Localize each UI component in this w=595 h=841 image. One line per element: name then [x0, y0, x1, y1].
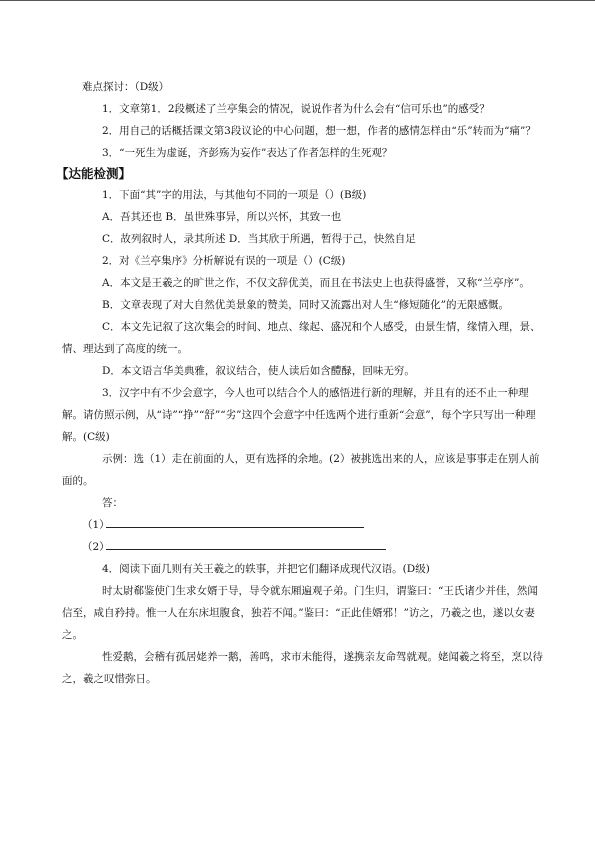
test-question-3-example: 示例：选（1）走在前面的人，更有选择的余地。(2）被挑选出来的人，应该是事事走在别人前面的。: [62, 453, 540, 487]
answer-blank-1[interactable]: [106, 515, 364, 528]
test-question-4: 4．阅读下面几则有关王羲之的轶事，并把它们翻译成现代汉语。(D级): [102, 563, 430, 575]
answer-line-2-label: （2）: [82, 541, 110, 553]
difficulty-question-1: 1．文章第1．2段概述了兰亭集会的情况，说说作者为什么会有“信可乐也”的感受？: [102, 103, 490, 115]
section-heading-test: 【达能检测】: [56, 166, 132, 181]
test-question-1: 1．下面“其”字的用法，与其他句不同的一项是（）(B级): [102, 189, 367, 201]
answer-line-1[interactable]: [62, 514, 548, 536]
answer-blank-2[interactable]: [106, 537, 386, 550]
answer-line-1-label: （1）: [82, 519, 110, 531]
test-question-3: 3．汉字中有不少会意字，今人也可以结合个人的感悟进行新的理解，并且有的还不止一种理解。请仿照示例，从“诗”“挣”“舒”“劣”这四个会意字中任选两个进行重新“会意”，每个字只写出一种理解。(C级): [62, 387, 536, 443]
difficulty-question-2: 2．用自己的话概括课文第3段议论的中心问题，想一想，作者的感情怎样由“乐”转而为“痛”？: [102, 125, 536, 137]
test-question-2: 2．对《兰亭集序》分析解说有误的一项是（）(C级): [102, 255, 346, 267]
test-question-2-option-b: B．文章表现了对大自然优美景象的赞美，同时又流露出对人生“修短随化”的无限感慨。: [102, 299, 509, 311]
difficulty-title: 难点探讨：（D级）: [82, 81, 170, 93]
answer-line-2[interactable]: [62, 536, 548, 558]
test-question-2-option-c: C．本文先记叙了这次集会的时间、地点、缘起、盛况和个人感受，由景生情，缘情入理，景、情、理达到了高度的统一。: [62, 321, 541, 355]
test-question-2-option-d: D．本文语言华美典雅，叙议结合，使人读后如含醴醁，回味无穷。: [102, 365, 415, 377]
test-question-2-option-a: A．本文是王羲之的旷世之作，不仅文辞优美，而且在书法史上也获得盛誉，又称“兰亭序”。: [102, 277, 530, 289]
answer-label: 答：: [102, 497, 123, 509]
difficulty-question-3: 3．“一死生为虚诞，齐彭殇为妄作”表达了作者怎样的生死观？: [102, 147, 393, 159]
page-top-rule: [0, 0, 595, 1]
passage-1: 时太尉郗鉴使门生求女婿于导，导令就东厢遍观子弟。门生归，谓鉴曰：“王氏诸少并佳，然闻信至，咸自矜持。惟一人在东床坦腹食，独若不闻。”鉴曰：“正此佳婿邪！”访之，乃羲之也，遂以女妻之。: [62, 585, 538, 641]
passage-2: 性爱鹅，会稽有孤居姥养一鹅，善鸣，求市未能得，遂携亲友命驾就观。姥闻羲之将至，烹以待之，羲之叹惜弥日。: [62, 651, 543, 685]
document-body: [56, 76, 548, 690]
test-question-1-options-ab: A．吾其还也 B．虽世殊事异，所以兴怀，其致一也: [102, 211, 342, 223]
test-question-1-options-cd: C．故列叙时人，录其所述 D．当其欣于所遇，暂得于己，快然自足: [102, 233, 416, 245]
